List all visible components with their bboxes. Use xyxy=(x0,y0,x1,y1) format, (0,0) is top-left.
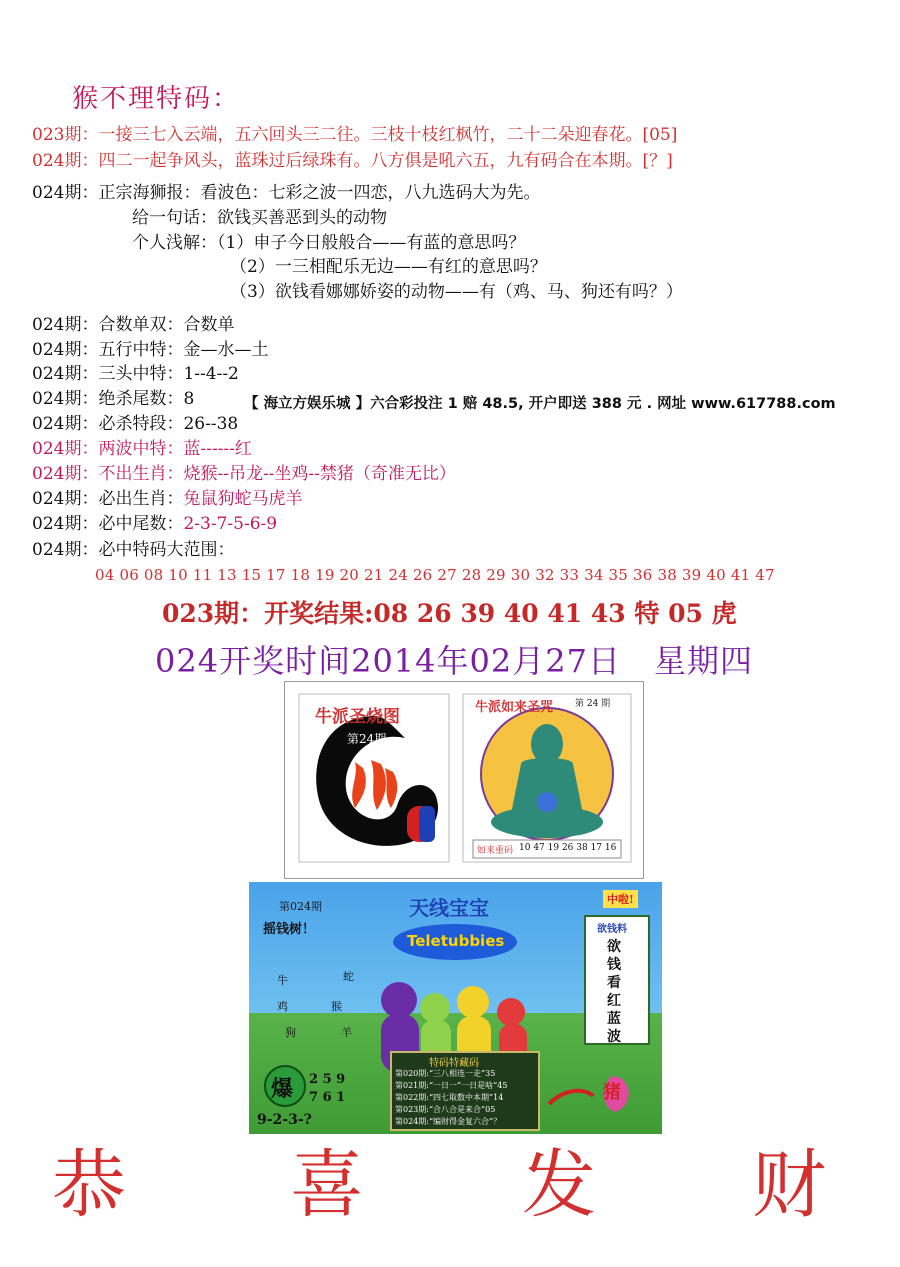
congrats-char-1: 恭 xyxy=(52,1142,126,1228)
image-panel-teletubbies xyxy=(249,882,662,1134)
corner-badge: 中啦! xyxy=(603,890,638,908)
row-label: 024期：五行中特： xyxy=(32,340,184,360)
row-value: 合数单 xyxy=(183,315,235,335)
row-value: 2-3-7-5-6-9 xyxy=(183,514,278,534)
row-label: 024期：绝杀尾数： xyxy=(32,389,184,409)
hint-line: 给一句话：欲钱买善恶到头的动物 xyxy=(132,208,387,228)
pig-word: 猪 xyxy=(603,1082,621,1103)
row-must-zodiac xyxy=(32,484,302,509)
explain-line-3: （3）欲钱看娜娜娇姿的动物——有（鸡、马、狗还有吗？） xyxy=(230,282,683,302)
congrats-char-2: 喜 xyxy=(290,1142,364,1228)
row-kill-tail xyxy=(32,384,194,409)
bottom-box-title: 特码特藏码 xyxy=(429,1058,479,1069)
bottom-line-1: 第020期:“三八相连一走”35 xyxy=(395,1069,496,1078)
explain-line-2: （2）一三相配乐无边——有红的意思吗？ xyxy=(230,257,547,277)
teletubbies-brand: 天线宝宝 xyxy=(409,896,489,920)
draw-time: 024开奖时间2014年02月27日 星期四 xyxy=(155,642,753,680)
riddle-line-024: 024期：四二一起争风头，蓝珠过后绿珠有。八方俱是吼六五，九有码合在本期。[？] xyxy=(32,151,673,171)
zodiac-word-monkey: 猴 xyxy=(331,1000,342,1013)
teletubbies-brand-en: Teletubbies xyxy=(407,932,505,950)
left-panel-issue: 第24期 xyxy=(347,732,387,746)
bottom-line-5: 第024期:“编财得金复六合”？ xyxy=(395,1117,502,1126)
row-value: 兔鼠狗蛇马虎羊 xyxy=(183,489,303,509)
bottom-line-4: 第023期:“合八合是来合”05 xyxy=(395,1105,496,1114)
number-range: 04 06 08 10 11 13 15 17 18 19 20 21 24 26 27 28 29 30 32 33 34 35 36 38 39 40 41 47 xyxy=(95,566,775,584)
right-box-char-5: 蓝 xyxy=(607,1011,621,1027)
row-label: 024期：必杀特段： xyxy=(32,414,184,434)
right-panel-issue: 第 24 期 xyxy=(575,699,611,709)
burst-nums-2: 7 6 1 xyxy=(309,1090,346,1105)
right-box-char-1: 欲 xyxy=(607,939,621,955)
teletubbies-issue: 第024期 xyxy=(279,900,322,913)
bottom-left-nums: 9-2-3-? xyxy=(257,1112,312,1128)
casino-ad[interactable]: 【 海立方娱乐城 】六合彩投注 1 赔 48.5, 开户即送 388 元 . 网址 www.617788.com xyxy=(244,396,836,412)
row-value: 蓝------红 xyxy=(183,439,252,459)
congrats-char-3: 发 xyxy=(522,1142,596,1228)
right-box-char-6: 波 xyxy=(607,1029,621,1045)
right-panel-title: 牛派如来圣咒 xyxy=(475,700,554,715)
explain-line-1: 个人浅解：（1）申子今日般般合——有蓝的意思吗？ xyxy=(132,233,526,253)
left-caption: 摇钱树！ xyxy=(263,922,316,937)
image-panel-top xyxy=(284,681,644,879)
sea-lion-line: 024期：正宗海狮报：看波色：七彩之波一四恋，八九选码大为先。 xyxy=(32,183,541,203)
row-five-elements xyxy=(32,335,268,360)
riddle-line-023: 023期：一接三七入云端，五六回头三二往。三枝十枝红枫竹，二十二朵迎春花。[05] xyxy=(32,125,678,145)
burst-nums-1: 2 5 9 xyxy=(309,1072,346,1087)
congrats-char-4: 财 xyxy=(752,1142,826,1228)
row-value: 烧猴--吊龙--坐鸡--禁猪（奇准无比） xyxy=(183,464,456,484)
row-value: 1--4--2 xyxy=(183,364,239,384)
bottom-line-2: 第021期:“一日一”一日是啥“45 xyxy=(395,1081,508,1090)
right-box-char-2: 钱 xyxy=(607,957,621,973)
zodiac-word-dog: 狗 xyxy=(285,1026,296,1039)
zodiac-word-snake: 蛇 xyxy=(343,970,354,983)
right-box-char-3: 看 xyxy=(607,975,621,991)
right-panel-footer-label: 如来重码 xyxy=(477,846,514,856)
row-label: 024期：两波中特： xyxy=(32,439,184,459)
right-box-title: 欲钱料 xyxy=(597,924,627,935)
row-no-zodiac xyxy=(32,459,456,484)
row-label: 024期：必出生肖： xyxy=(32,489,184,509)
row-value: 26--38 xyxy=(183,414,239,434)
zodiac-word-ox: 牛 xyxy=(277,974,288,987)
row-label: 024期：三头中特： xyxy=(32,364,184,384)
right-box-char-4: 红 xyxy=(607,993,621,1009)
row-label: 024期：必中特码大范围： xyxy=(32,540,235,560)
bottom-line-3: 第022期:“四七取数中本期”14 xyxy=(395,1093,504,1102)
draw-result: 023期：开奖结果:08 26 39 40 41 43 特 05 虎 xyxy=(162,599,737,628)
row-three-heads xyxy=(32,359,239,384)
row-kill-segment xyxy=(32,409,238,434)
row-odd-even xyxy=(32,310,234,335)
right-panel-footer-nums: 10 47 19 26 38 17 16 xyxy=(519,843,617,853)
burst-label: 爆 xyxy=(271,1076,294,1102)
row-value: 8 xyxy=(183,389,195,409)
row-range xyxy=(32,535,234,560)
row-label: 024期：合数单双： xyxy=(32,315,184,335)
row-label: 024期：必中尾数： xyxy=(32,514,184,534)
page-title: 猴不理特码： xyxy=(72,84,241,114)
row-label: 024期：不出生肖： xyxy=(32,464,184,484)
zodiac-word-goat: 羊 xyxy=(341,1026,352,1039)
zodiac-word-rooster: 鸡 xyxy=(277,1000,288,1013)
row-value: 金—水—土 xyxy=(183,340,269,360)
row-must-tails xyxy=(32,509,277,534)
left-panel-title: 牛派圣烧图 xyxy=(315,707,400,727)
row-two-waves xyxy=(32,434,252,459)
